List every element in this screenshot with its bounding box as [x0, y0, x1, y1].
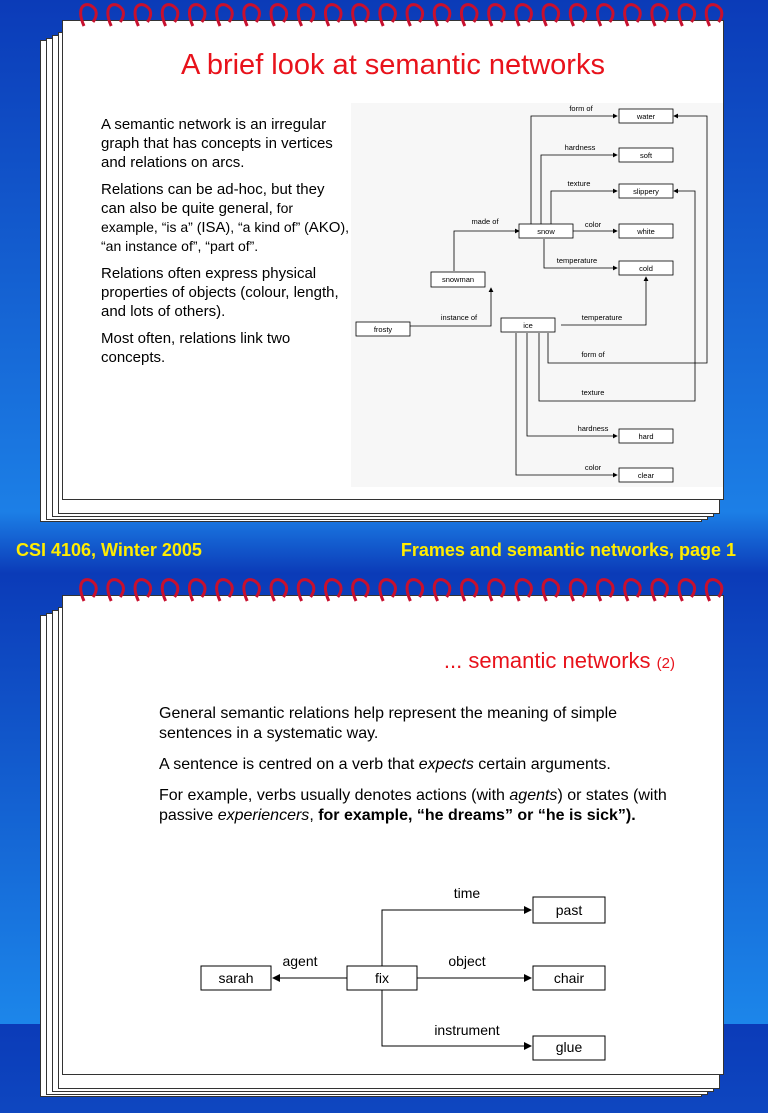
slide-1-body — [101, 115, 351, 375]
text-experiencers: experiencers — [217, 807, 310, 824]
paragraph-general-relations: General semantic relations help represent the meaning of simple sentences in a systematic way. — [159, 705, 618, 742]
slide-2 — [0, 575, 768, 1055]
node-past: past — [555, 902, 583, 918]
semantic-network-diagram — [351, 103, 723, 487]
title-text: ... semantic networks — [443, 648, 651, 673]
paragraph-verb — [159, 755, 679, 775]
binding-ring — [325, 5, 341, 26]
paragraph-properties: Relations often express physical properties of objects (colour, length, and lots of others). — [101, 265, 339, 320]
binding-ring — [217, 580, 233, 601]
binding-ring — [108, 580, 124, 601]
slide-2-body — [159, 704, 679, 837]
binding-ring — [516, 5, 532, 26]
slide-2-title — [444, 648, 675, 674]
binding-ring — [271, 5, 287, 26]
binding-ring — [652, 580, 668, 601]
node-snowman: snowman — [441, 275, 475, 284]
node-sarah: sarah — [218, 970, 254, 986]
title-number: (2) — [656, 655, 675, 672]
binding-ring — [380, 5, 396, 26]
text-expects: expects — [418, 756, 474, 773]
binding-ring — [189, 580, 205, 601]
binding-ring — [244, 580, 260, 601]
binding-ring — [597, 5, 613, 26]
binding-ring — [135, 580, 151, 601]
paragraph-two-concepts: Most often, relations link two concepts. — [101, 330, 291, 366]
slide-2-card — [62, 595, 724, 1075]
node-glue: glue — [555, 1039, 583, 1055]
spiral-binding — [70, 2, 730, 28]
slide-1-title: A brief look at semantic networks — [181, 49, 605, 81]
binding-ring — [679, 5, 695, 26]
label-texture: texture — [567, 179, 591, 188]
binding-ring — [81, 580, 97, 601]
node-chair: chair — [553, 970, 585, 986]
binding-ring — [353, 580, 369, 601]
binding-ring — [407, 580, 423, 601]
text-agents: agents — [509, 787, 558, 804]
binding-ring — [706, 580, 722, 601]
node-soft: soft — [639, 151, 653, 160]
binding-ring — [516, 580, 532, 601]
binding-ring — [353, 5, 369, 26]
label-form-of: form of — [569, 104, 593, 113]
text-segment: for example, “is a” ( — [101, 200, 294, 235]
paragraph-example — [159, 786, 679, 826]
binding-ring — [298, 580, 314, 601]
binding-ring — [271, 580, 287, 601]
slide-1-card — [62, 20, 724, 500]
spiral-binding — [70, 577, 730, 603]
node-slippery: slippery — [633, 187, 659, 196]
label-instance-of: instance of — [440, 313, 478, 322]
binding-ring — [706, 5, 722, 26]
node-white: white — [637, 227, 655, 236]
binding-ring — [434, 580, 450, 601]
binding-ring — [461, 5, 477, 26]
binding-ring — [625, 5, 641, 26]
binding-ring — [543, 580, 559, 601]
label-instrument: instrument — [434, 1022, 500, 1038]
text-segment: ), “an instance of”, “part of”. — [101, 219, 350, 254]
binding-ring — [597, 580, 613, 601]
label-object: object — [448, 953, 486, 969]
paragraph-relations — [101, 180, 351, 256]
binding-ring — [108, 5, 124, 26]
node-fix: fix — [375, 970, 389, 986]
text-segment: certain arguments. — [473, 756, 611, 773]
binding-ring — [489, 580, 505, 601]
binding-ring — [162, 580, 178, 601]
label-ice-texture: texture — [581, 388, 605, 397]
binding-ring — [81, 5, 97, 26]
footer-page-title: Frames and semantic networks, page 1 — [400, 540, 736, 560]
binding-ring — [189, 5, 205, 26]
binding-ring — [325, 580, 341, 601]
binding-ring — [162, 5, 178, 26]
text-segment: ) or states (with passive — [159, 787, 667, 824]
node-clear: clear — [637, 471, 655, 480]
binding-ring — [652, 5, 668, 26]
binding-ring — [489, 5, 505, 26]
text-segment: ), “a kind of” ( — [225, 219, 309, 235]
node-water: water — [636, 112, 656, 121]
binding-ring — [298, 5, 314, 26]
text-example-bold: for example, “he dreams” or “he is sick”). — [318, 807, 636, 824]
label-temperature: temperature — [556, 256, 598, 265]
text-ako: AKO — [308, 219, 341, 236]
binding-ring — [461, 580, 477, 601]
binding-ring — [679, 580, 695, 601]
binding-ring — [543, 5, 559, 26]
binding-ring — [407, 5, 423, 26]
binding-ring — [570, 5, 586, 26]
binding-ring — [244, 5, 260, 26]
binding-ring — [625, 580, 641, 601]
text-segment: Relations can be ad-hoc, but they can also be quite general, — [101, 181, 325, 217]
binding-ring — [380, 580, 396, 601]
node-frosty: frosty — [373, 325, 393, 334]
node-snow: snow — [537, 227, 555, 236]
label-ice-form-of: form of — [581, 350, 605, 359]
binding-ring — [217, 5, 233, 26]
label-ice-temperature: temperature — [581, 313, 623, 322]
verb-frame-diagram — [193, 885, 613, 1055]
label-ice-hardness: hardness — [577, 424, 609, 433]
binding-ring — [434, 5, 450, 26]
text-segment: For example, verbs usually denotes actions (with — [159, 787, 510, 804]
text-segment: A sentence is centred on a verb that — [159, 756, 419, 773]
node-hard: hard — [638, 432, 654, 441]
text-isa: ISA — [201, 219, 226, 236]
footer-course: CSI 4106, Winter 2005 — [16, 540, 202, 560]
binding-ring — [135, 5, 151, 26]
label-agent: agent — [282, 953, 318, 969]
text-segment: , — [309, 807, 319, 824]
label-hardness: hardness — [564, 143, 596, 152]
label-ice-color: color — [584, 463, 602, 472]
node-ice: ice — [523, 321, 533, 330]
label-made-of: made of — [471, 217, 499, 226]
label-color: color — [584, 220, 602, 229]
binding-ring — [570, 580, 586, 601]
node-cold: cold — [639, 264, 653, 273]
paragraph-definition: A semantic network is an irregular graph that has concepts in vertices and relations on arcs. — [101, 116, 333, 171]
label-time: time — [453, 885, 481, 901]
